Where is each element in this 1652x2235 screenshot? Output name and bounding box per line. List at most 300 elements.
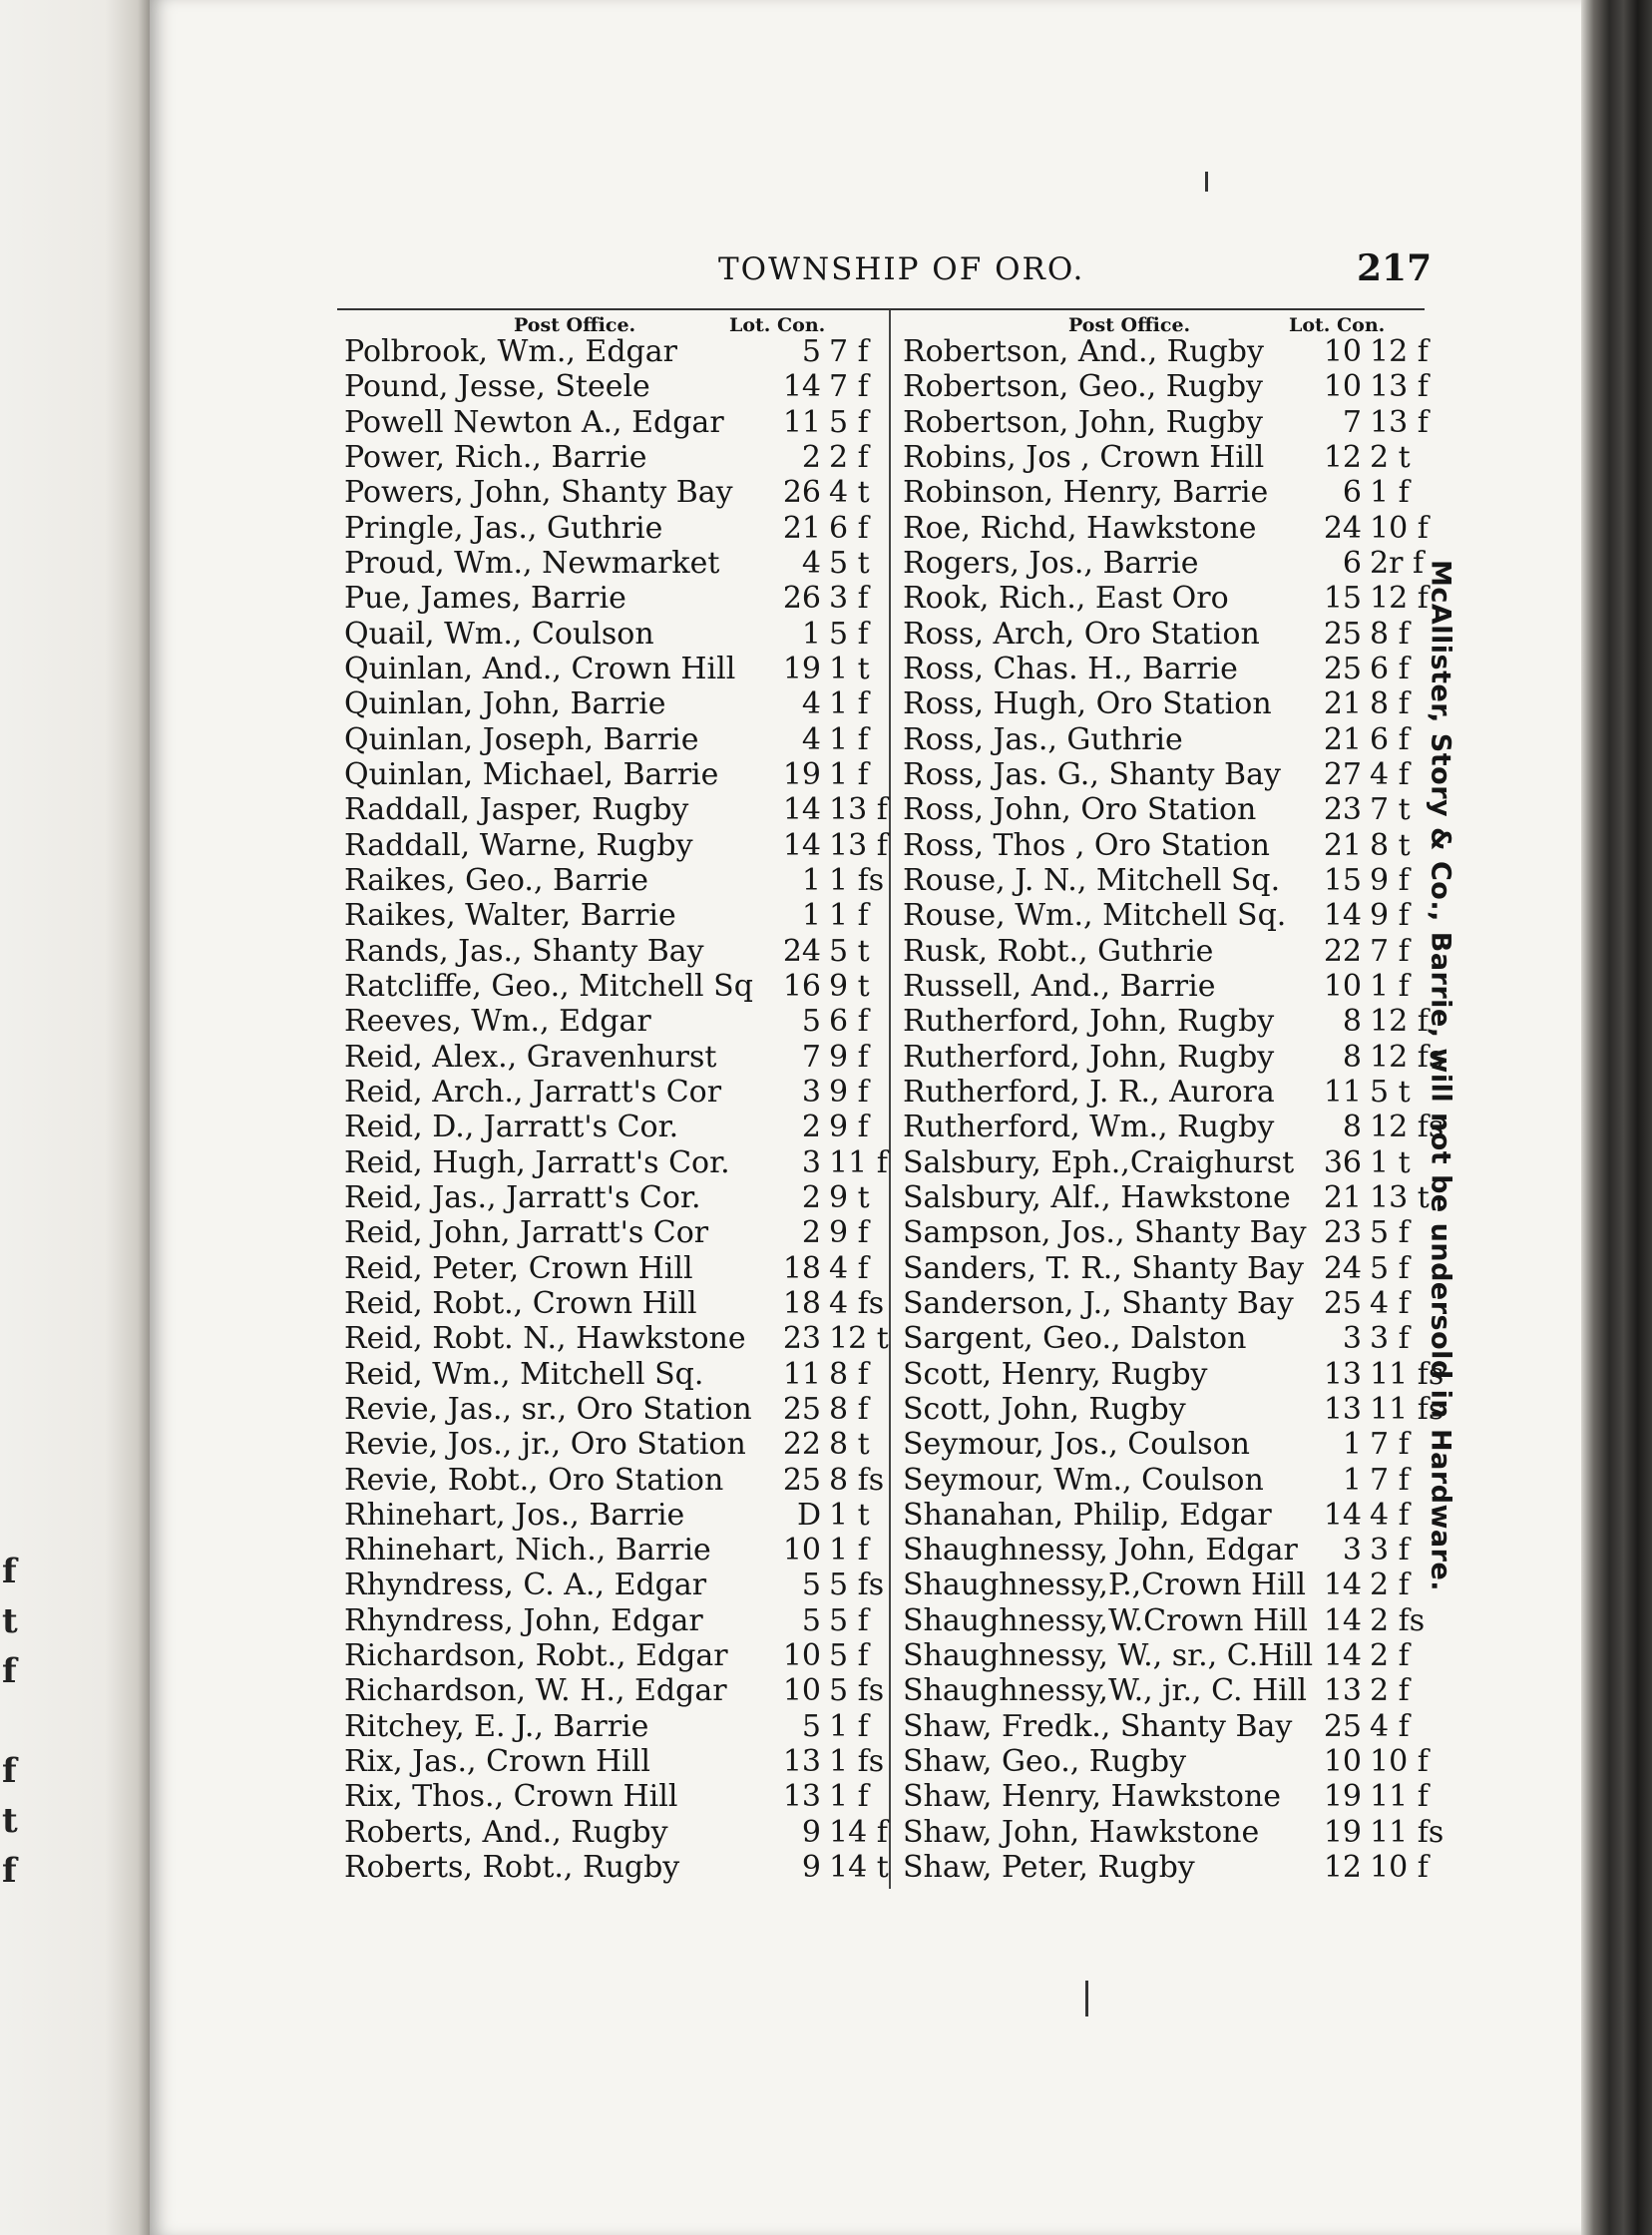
entry-con: 5 f [1370, 1215, 1410, 1251]
directory-entry [344, 792, 888, 828]
entry-name: Robins, Jos , Crown Hill [903, 439, 1265, 475]
directory-entry [344, 1779, 883, 1814]
entry-name: Raddall, Jasper, Rugby [344, 792, 689, 828]
entry-lot: 8 [1342, 1039, 1362, 1075]
entry-lot: 6 [1342, 475, 1362, 511]
directory-entry [344, 369, 883, 404]
entry-name: Ratcliffe, Geo., Mitchell Sq [344, 968, 753, 1004]
entry-con: 11 fs [1370, 1391, 1445, 1427]
entry-con: 5 fs [829, 1673, 885, 1709]
entry-name: Rhyndress, John, Edgar [344, 1602, 703, 1638]
entry-name: Reid, Arch., Jarratt's Cor [344, 1074, 722, 1110]
entry-lot: 4 [801, 686, 821, 722]
entry-name: Rhyndress, C. A., Edgar [344, 1567, 707, 1603]
lot-con-header: Lot. Con. [1289, 314, 1386, 336]
directory-entry [903, 617, 1424, 652]
entry-con: 4 fs [829, 1285, 885, 1321]
entry-lot: 25 [1323, 1285, 1362, 1321]
directory-entry [344, 969, 883, 1004]
entry-name: Shaughnessy,W.Crown Hill [903, 1602, 1308, 1638]
entry-name: Reid, Alex., Gravenhurst [344, 1039, 717, 1075]
directory-entry [903, 581, 1429, 617]
entry-name: Salsbury, Alf., Hawkstone [903, 1179, 1291, 1215]
entry-lot: 25 [782, 1462, 821, 1498]
entry-name: Reid, Jas., Jarratt's Cor. [344, 1179, 701, 1215]
entry-lot: 9 [801, 1814, 821, 1850]
entry-name: Powell Newton A., Edgar [344, 404, 724, 440]
side-advertisement [1421, 407, 1460, 1744]
directory-entry [903, 475, 1424, 510]
entry-con: 5 f [1370, 1250, 1410, 1286]
entry-lot: 14 [782, 369, 821, 405]
entry-name: Scott, John, Rugby [903, 1391, 1186, 1427]
prev-page-letter: t [2, 1801, 18, 1841]
entry-con: 4 f [1370, 1497, 1410, 1533]
entry-name: Scott, Henry, Rugby [903, 1356, 1208, 1392]
entry-con: 1 f [829, 756, 869, 792]
entry-lot: 2 [801, 1110, 821, 1145]
page-number: 217 [1357, 247, 1433, 289]
entry-lot: 3 [801, 1074, 821, 1110]
entry-con: 7 f [1370, 1427, 1410, 1463]
entry-name: Ross, Thos , Oro Station [903, 827, 1270, 863]
entry-name: Richardson, Robt., Edgar [344, 1638, 728, 1674]
book-spine-edge [1581, 0, 1652, 2235]
entry-lot: 12 [1323, 1850, 1362, 1886]
entry-con: 5 f [829, 1602, 869, 1638]
entry-name: Ritchey, E. J., Barrie [344, 1708, 649, 1744]
entry-lot: 23 [1323, 1215, 1362, 1251]
directory-entry [344, 827, 888, 863]
entry-name: Shaw, Geo., Rugby [903, 1744, 1187, 1780]
entry-name: Russell, And., Barrie [903, 968, 1216, 1004]
entry-con: 2 f [1370, 1638, 1410, 1674]
directory-entry [344, 934, 883, 969]
entry-name: Ross, Jas., Guthrie [903, 721, 1183, 757]
entry-lot: 10 [782, 1533, 821, 1568]
entry-name: Rutherford, Wm., Rugby [903, 1110, 1275, 1145]
directory-entry [903, 863, 1424, 898]
entry-lot: 2 [801, 439, 821, 475]
entry-con: 4 f [1370, 1285, 1410, 1321]
directory-entry [344, 1427, 883, 1462]
entry-lot: 10 [1323, 369, 1362, 405]
directory-entry [903, 369, 1429, 405]
entry-name: Sanders, T. R., Shanty Bay [903, 1250, 1304, 1286]
directory-entry [344, 1744, 883, 1779]
prev-page-letter: f [2, 1751, 17, 1791]
header-rule [337, 308, 1425, 310]
entry-lot: 10 [1323, 334, 1362, 369]
entry-con: 14 f [829, 1814, 888, 1850]
entry-lot: 10 [1323, 1744, 1362, 1780]
entry-name: Rands, Jas., Shanty Bay [344, 933, 704, 969]
directory-entry [344, 334, 883, 369]
entry-name: Robertson, John, Rugby [903, 404, 1263, 440]
entry-name: Revie, Jos., jr., Oro Station [344, 1427, 746, 1463]
prev-page-letter: f [2, 1651, 17, 1691]
directory-entry [344, 1040, 883, 1075]
entry-name: Robertson, Geo., Rugby [903, 369, 1263, 405]
entry-lot: 25 [1323, 1708, 1362, 1744]
entry-name: Ross, Jas. G., Shanty Bay [903, 756, 1281, 792]
entry-con: 12 t [829, 1321, 889, 1357]
entry-lot: 26 [782, 475, 821, 511]
entry-name: Rutherford, J. R., Aurora [903, 1074, 1275, 1110]
entry-con: 8 fs [829, 1462, 885, 1498]
entry-name: Rix, Jas., Crown Hill [344, 1744, 650, 1780]
left-entry-list [344, 334, 889, 1886]
entry-name: Sargent, Geo., Dalston [903, 1321, 1247, 1357]
entry-lot: 19 [1323, 1814, 1362, 1850]
entry-con: 4 f [1370, 756, 1410, 792]
entry-name: Quail, Wm., Coulson [344, 616, 654, 652]
entry-con: 9 f [829, 1074, 869, 1110]
directory-entry [903, 757, 1424, 792]
directory-entry [903, 1779, 1429, 1815]
entry-lot: 25 [1323, 616, 1362, 652]
entry-lot: 21 [1323, 721, 1362, 757]
entry-name: Rouse, Wm., Mitchell Sq. [903, 898, 1287, 934]
entry-name: Shaw, John, Hawkstone [903, 1814, 1260, 1850]
entry-lot: 25 [1323, 651, 1362, 686]
directory-entry [903, 1286, 1424, 1321]
entry-lot: 14 [1323, 1638, 1362, 1674]
directory-entry [903, 1850, 1429, 1886]
entry-name: Rhinehart, Jos., Barrie [344, 1497, 685, 1533]
entry-lot: 5 [801, 1602, 821, 1638]
entry-name: Rogers, Jos., Barrie [903, 545, 1199, 581]
entry-name: Quinlan, John, Barrie [344, 686, 666, 722]
entry-name: Quinlan, Michael, Barrie [344, 756, 719, 792]
entry-con: 9 t [829, 1179, 870, 1215]
directory-entry [903, 404, 1429, 440]
entry-name: Reid, Robt., Crown Hill [344, 1285, 697, 1321]
entry-lot: 24 [1323, 510, 1362, 546]
directory-entry [344, 1286, 883, 1321]
directory-entry [903, 1498, 1424, 1533]
directory-entry [344, 440, 883, 475]
entry-lot: 11 [1323, 1074, 1362, 1110]
entry-con: 3 f [1370, 1533, 1410, 1568]
entry-lot: 19 [1323, 1779, 1362, 1815]
directory-entry [344, 1709, 883, 1744]
entry-name: Revie, Robt., Oro Station [344, 1462, 724, 1498]
entry-con: 2 t [1370, 439, 1411, 475]
directory-entry [903, 722, 1424, 757]
entry-con: 7 f [1370, 1462, 1410, 1498]
entry-name: Rutherford, John, Rugby [903, 1004, 1275, 1040]
directory-entry [903, 440, 1424, 475]
directory-entry [903, 1321, 1424, 1356]
entry-name: Richardson, W. H., Edgar [344, 1673, 727, 1709]
directory-entry [344, 581, 883, 616]
directory-entry [344, 475, 883, 510]
entry-con: 1 f [829, 1779, 869, 1815]
entry-lot: 24 [782, 933, 821, 969]
entry-con: 9 t [829, 968, 870, 1004]
entry-con: 1 fs [829, 1744, 885, 1780]
entry-name: Ross, Arch, Oro Station [903, 616, 1260, 652]
entry-lot: 21 [1323, 1179, 1362, 1215]
directory-entry [344, 1673, 883, 1708]
entry-lot: 21 [782, 510, 821, 546]
entry-lot: 23 [1323, 792, 1362, 828]
entry-lot: 1 [801, 898, 821, 934]
entry-name: Shaughnessy, W., sr., C.Hill [903, 1638, 1314, 1674]
directory-entry [903, 1744, 1429, 1780]
entry-con: 2 fs [1370, 1602, 1426, 1638]
directory-entry [903, 1603, 1424, 1638]
directory-entry [344, 1392, 883, 1427]
directory-entry [903, 1251, 1424, 1286]
entry-lot: 19 [782, 651, 821, 686]
entry-lot: 18 [782, 1285, 821, 1321]
entry-con: 2 f [1370, 1567, 1410, 1603]
entry-con: 2r f [1370, 545, 1425, 581]
entry-name: Shaughnessy, John, Edgar [903, 1533, 1298, 1568]
entry-name: Quinlan, And., Crown Hill [344, 651, 736, 686]
entry-con: 4 t [829, 475, 870, 511]
entry-lot: 1 [801, 616, 821, 652]
entry-lot: 4 [801, 545, 821, 581]
entry-con: 2 f [829, 439, 869, 475]
entry-lot: 10 [1323, 968, 1362, 1004]
entry-name: Pringle, Jas., Guthrie [344, 510, 663, 546]
entry-con: 6 f [829, 510, 869, 546]
entry-name: Reid, Wm., Mitchell Sq. [344, 1356, 704, 1392]
entry-lot: 6 [1342, 545, 1362, 581]
entry-lot: 5 [801, 334, 821, 369]
entry-con: 14 t [829, 1850, 889, 1886]
entry-lot: 2 [801, 1179, 821, 1215]
entry-name: Roberts, And., Rugby [344, 1814, 668, 1850]
directory-entry [344, 405, 883, 440]
directory-entry [344, 1638, 883, 1673]
entry-con: 7 f [829, 334, 869, 369]
entry-con: 11 f [1370, 1779, 1429, 1815]
entry-lot: 8 [1342, 1110, 1362, 1145]
directory-entry [903, 1673, 1424, 1708]
directory-entry [903, 1145, 1424, 1180]
entry-con: 9 f [1370, 862, 1410, 898]
entry-con: 8 f [829, 1391, 869, 1427]
entry-lot: 13 [782, 1779, 821, 1815]
directory-entry [344, 898, 883, 933]
entry-lot: 5 [801, 1004, 821, 1040]
directory-entry [903, 1814, 1445, 1850]
entry-con: 1 t [1370, 1144, 1411, 1180]
entry-name: Reeves, Wm., Edgar [344, 1004, 651, 1040]
entry-lot: 5 [801, 1708, 821, 1744]
entry-con: 8 f [829, 1356, 869, 1392]
directory-entry [344, 1110, 883, 1144]
entry-name: Raddall, Warne, Rugby [344, 827, 693, 863]
entry-name: Rusk, Robt., Guthrie [903, 933, 1214, 969]
entry-name: Powers, John, Shanty Bay [344, 475, 733, 511]
entry-con: 10 f [1370, 1850, 1429, 1886]
entry-lot: 13 [1323, 1356, 1362, 1392]
entry-con: 9 f [829, 1110, 869, 1145]
directory-entry [903, 1215, 1424, 1250]
entry-name: Rouse, J. N., Mitchell Sq. [903, 862, 1281, 898]
entry-con: 12 fs [1370, 1110, 1445, 1145]
entry-lot: 10 [782, 1673, 821, 1709]
prev-page-letter: f [2, 1552, 17, 1591]
entry-name: Robertson, And., Rugby [903, 334, 1264, 369]
directory-entry [903, 1004, 1429, 1040]
entry-name: Polbrook, Wm., Edgar [344, 334, 677, 369]
entry-lot: 13 [1323, 1391, 1362, 1427]
column-divider [889, 310, 891, 1889]
entry-lot: 3 [1342, 1321, 1362, 1357]
entry-lot: 13 [782, 1744, 821, 1780]
directory-entry [903, 1638, 1424, 1673]
entry-lot: 23 [782, 1321, 821, 1357]
entry-con: 1 f [829, 686, 869, 722]
page-title: TOWNSHIP OF ORO. [718, 251, 1085, 287]
entry-con: 1 t [829, 651, 870, 686]
entry-con: 7 f [1370, 933, 1410, 969]
directory-entry [344, 1850, 889, 1886]
entry-lot: 9 [801, 1850, 821, 1886]
entry-lot: D [796, 1497, 821, 1533]
entry-con: 5 f [829, 616, 869, 652]
entry-con: 1 t [829, 1497, 870, 1533]
entry-con: 6 f [1370, 721, 1410, 757]
entry-lot: 25 [782, 1391, 821, 1427]
entry-name: Revie, Jas., sr., Oro Station [344, 1391, 752, 1427]
entry-lot: 14 [1323, 1602, 1362, 1638]
directory-entry [903, 1179, 1430, 1215]
directory-entry [903, 510, 1429, 546]
entry-con: 9 f [829, 1215, 869, 1251]
directory-entry [344, 686, 883, 721]
lot-con-header: Lot. Con. [729, 314, 826, 336]
entry-con: 1 fs [829, 862, 885, 898]
prev-page-letter: t [2, 1601, 18, 1641]
directory-entry [903, 686, 1424, 721]
entry-con: 12 f [1370, 1004, 1429, 1040]
entry-name: Raikes, Geo., Barrie [344, 862, 648, 898]
entry-lot: 2 [801, 1215, 821, 1251]
entry-name: Proud, Wm., Newmarket [344, 545, 720, 581]
entry-con: 13 f [829, 827, 888, 863]
entry-con: 6 f [829, 1004, 869, 1040]
entry-con: 9 f [1370, 898, 1410, 934]
entry-name: Pue, James, Barrie [344, 581, 626, 617]
entry-name: Power, Rich., Barrie [344, 439, 647, 475]
print-mark [1205, 172, 1208, 192]
directory-entry [903, 1039, 1445, 1075]
directory-entry [344, 1567, 883, 1602]
entry-lot: 36 [1323, 1144, 1362, 1180]
entry-con: 3 f [829, 581, 869, 617]
entry-lot: 22 [1323, 933, 1362, 969]
entry-name: Sampson, Jos., Shanty Bay [903, 1215, 1307, 1251]
directory-entry [344, 1215, 883, 1250]
directory-entry [344, 1463, 883, 1498]
entry-lot: 12 [1323, 439, 1362, 475]
directory-entry [344, 1814, 888, 1850]
entry-lot: 5 [801, 1567, 821, 1603]
directory-entry [903, 652, 1424, 686]
entry-con: 7 f [829, 369, 869, 405]
entry-lot: 21 [1323, 827, 1362, 863]
entry-name: Seymour, Wm., Coulson [903, 1462, 1264, 1498]
directory-entry [903, 1567, 1424, 1602]
entry-con: 13 f [829, 792, 888, 828]
directory-entry [903, 792, 1424, 827]
entry-con: 1 f [1370, 968, 1410, 1004]
entry-lot: 19 [782, 756, 821, 792]
entry-con: 7 t [1370, 792, 1411, 828]
entry-con: 11 fs [1370, 1814, 1445, 1850]
entry-lot: 13 [1323, 1673, 1362, 1709]
entry-lot: 18 [782, 1250, 821, 1286]
entry-name: Ross, Chas. H., Barrie [903, 651, 1238, 686]
entry-con: 12 f [1370, 334, 1429, 369]
directory-entry [903, 1391, 1445, 1427]
entry-lot: 7 [1342, 404, 1362, 440]
entry-lot: 10 [782, 1638, 821, 1674]
entry-lot: 27 [1323, 756, 1362, 792]
entry-name: Rook, Rich., East Oro [903, 581, 1229, 617]
entry-name: Reid, John, Jarratt's Cor [344, 1215, 709, 1251]
entry-con: 5 f [829, 404, 869, 440]
entry-con: 3 f [1370, 1321, 1410, 1357]
directory-entry [903, 1075, 1424, 1110]
directory-entry [903, 934, 1424, 969]
entry-name: Roe, Richd, Hawkstone [903, 510, 1257, 546]
directory-entry [344, 511, 883, 546]
directory-entry [344, 757, 883, 792]
directory-entry [344, 1603, 883, 1638]
entry-lot: 16 [782, 968, 821, 1004]
entry-name: Reid, D., Jarratt's Cor. [344, 1110, 679, 1145]
post-office-header: Post Office. [514, 314, 636, 336]
entry-lot: 3 [1342, 1533, 1362, 1568]
directory-entry [903, 1110, 1445, 1145]
entry-name: Rix, Thos., Crown Hill [344, 1779, 678, 1815]
entry-con: 8 t [829, 1427, 870, 1463]
directory-entry [903, 969, 1424, 1004]
entry-name: Rutherford, John, Rugby [903, 1039, 1275, 1075]
entry-name: Roberts, Robt., Rugby [344, 1850, 680, 1886]
entry-con: 6 f [1370, 651, 1410, 686]
entry-lot: 14 [782, 827, 821, 863]
entry-lot: 22 [782, 1427, 821, 1463]
entry-name: Shaw, Henry, Hawkstone [903, 1779, 1282, 1815]
directory-entry [903, 1356, 1445, 1392]
entry-con: 5 t [829, 933, 870, 969]
entry-con: 8 f [1370, 686, 1410, 722]
directory-entry [344, 617, 883, 652]
entry-con: 12 f [1370, 581, 1429, 617]
entry-name: Shaughnessy,W., jr., C. Hill [903, 1673, 1308, 1709]
entry-con: 10 f [1370, 1744, 1429, 1780]
entry-con: 1 f [829, 898, 869, 934]
entry-con: 1 f [1370, 475, 1410, 511]
entry-con: 2 f [1370, 1673, 1410, 1709]
directory-entry [344, 1004, 883, 1039]
directory-entry [344, 652, 883, 686]
entry-con: 8 f [1370, 616, 1410, 652]
directory-entry [903, 898, 1424, 933]
entry-con: 5 fs [829, 1567, 885, 1603]
prev-page-letter: f [2, 1851, 17, 1891]
entry-lot: 15 [1323, 862, 1362, 898]
